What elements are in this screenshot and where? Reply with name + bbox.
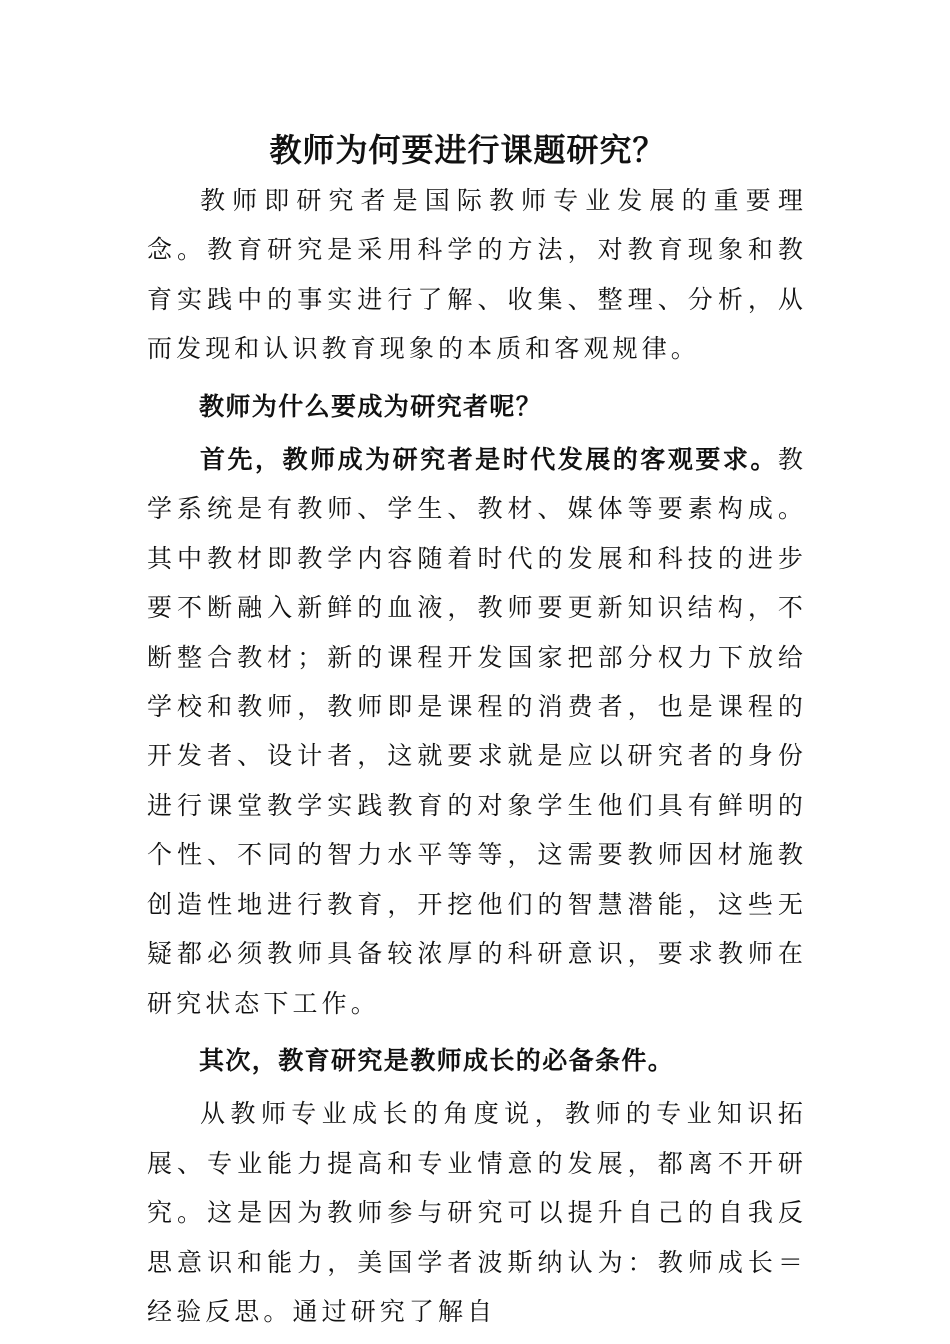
intro-paragraph: 教师即研究者是国际教师专业发展的重要理念。教育研究是采用科学的方法，对教育现象和教育实践中的事实进行了解、收集、整理、分析，从而发现和认识教育现象的本质和客观规律。: [147, 186, 807, 364]
question-heading: 教师为什么要成为研究者呢？: [199, 391, 543, 421]
first-point-paragraph: [147, 435, 807, 1028]
second-point-paragraph: 从教师专业成长的角度说，教师的专业知识拓展、专业能力提高和专业情意的发展，都离不开研究。这是因为教师参与研究可以提升自己的自我反思意识和能力，美国学者波斯纳认为：教师成长＝经验反思。通过研究了解自: [147, 1099, 807, 1326]
first-point-lead: 首先，教师成为研究者是时代发展的客观要求。: [200, 445, 778, 475]
document-title: 教师为何要进行课题研究？: [269, 131, 666, 169]
second-point-heading: 其次，教育研究是教师成长的必备条件。: [199, 1045, 675, 1075]
document-body: [147, 176, 807, 1336]
first-point-body: 教学系统是有教师、学生、教材、媒体等要素构成。其中教材即教学内容随着时代的发展和科技的进步要不断融入新鲜的血液，教师要更新知识结构，不断整合教材；新的课程开发国家把部分权力下放给学校和教师，教师即是课程的消费者，也是课程的开发者、设计者，这就要求就是应以研究者的身份进行课堂教学实践教育的对象学生他们具有鲜明的个性、不同的智力水平等等，这需要教师因材施教创造性地进行教育，开挖他们的智慧潜能，这些无疑都必须教师具备较浓厚的科研意识，要求教师在研究状态下工作。: [147, 445, 807, 1018]
